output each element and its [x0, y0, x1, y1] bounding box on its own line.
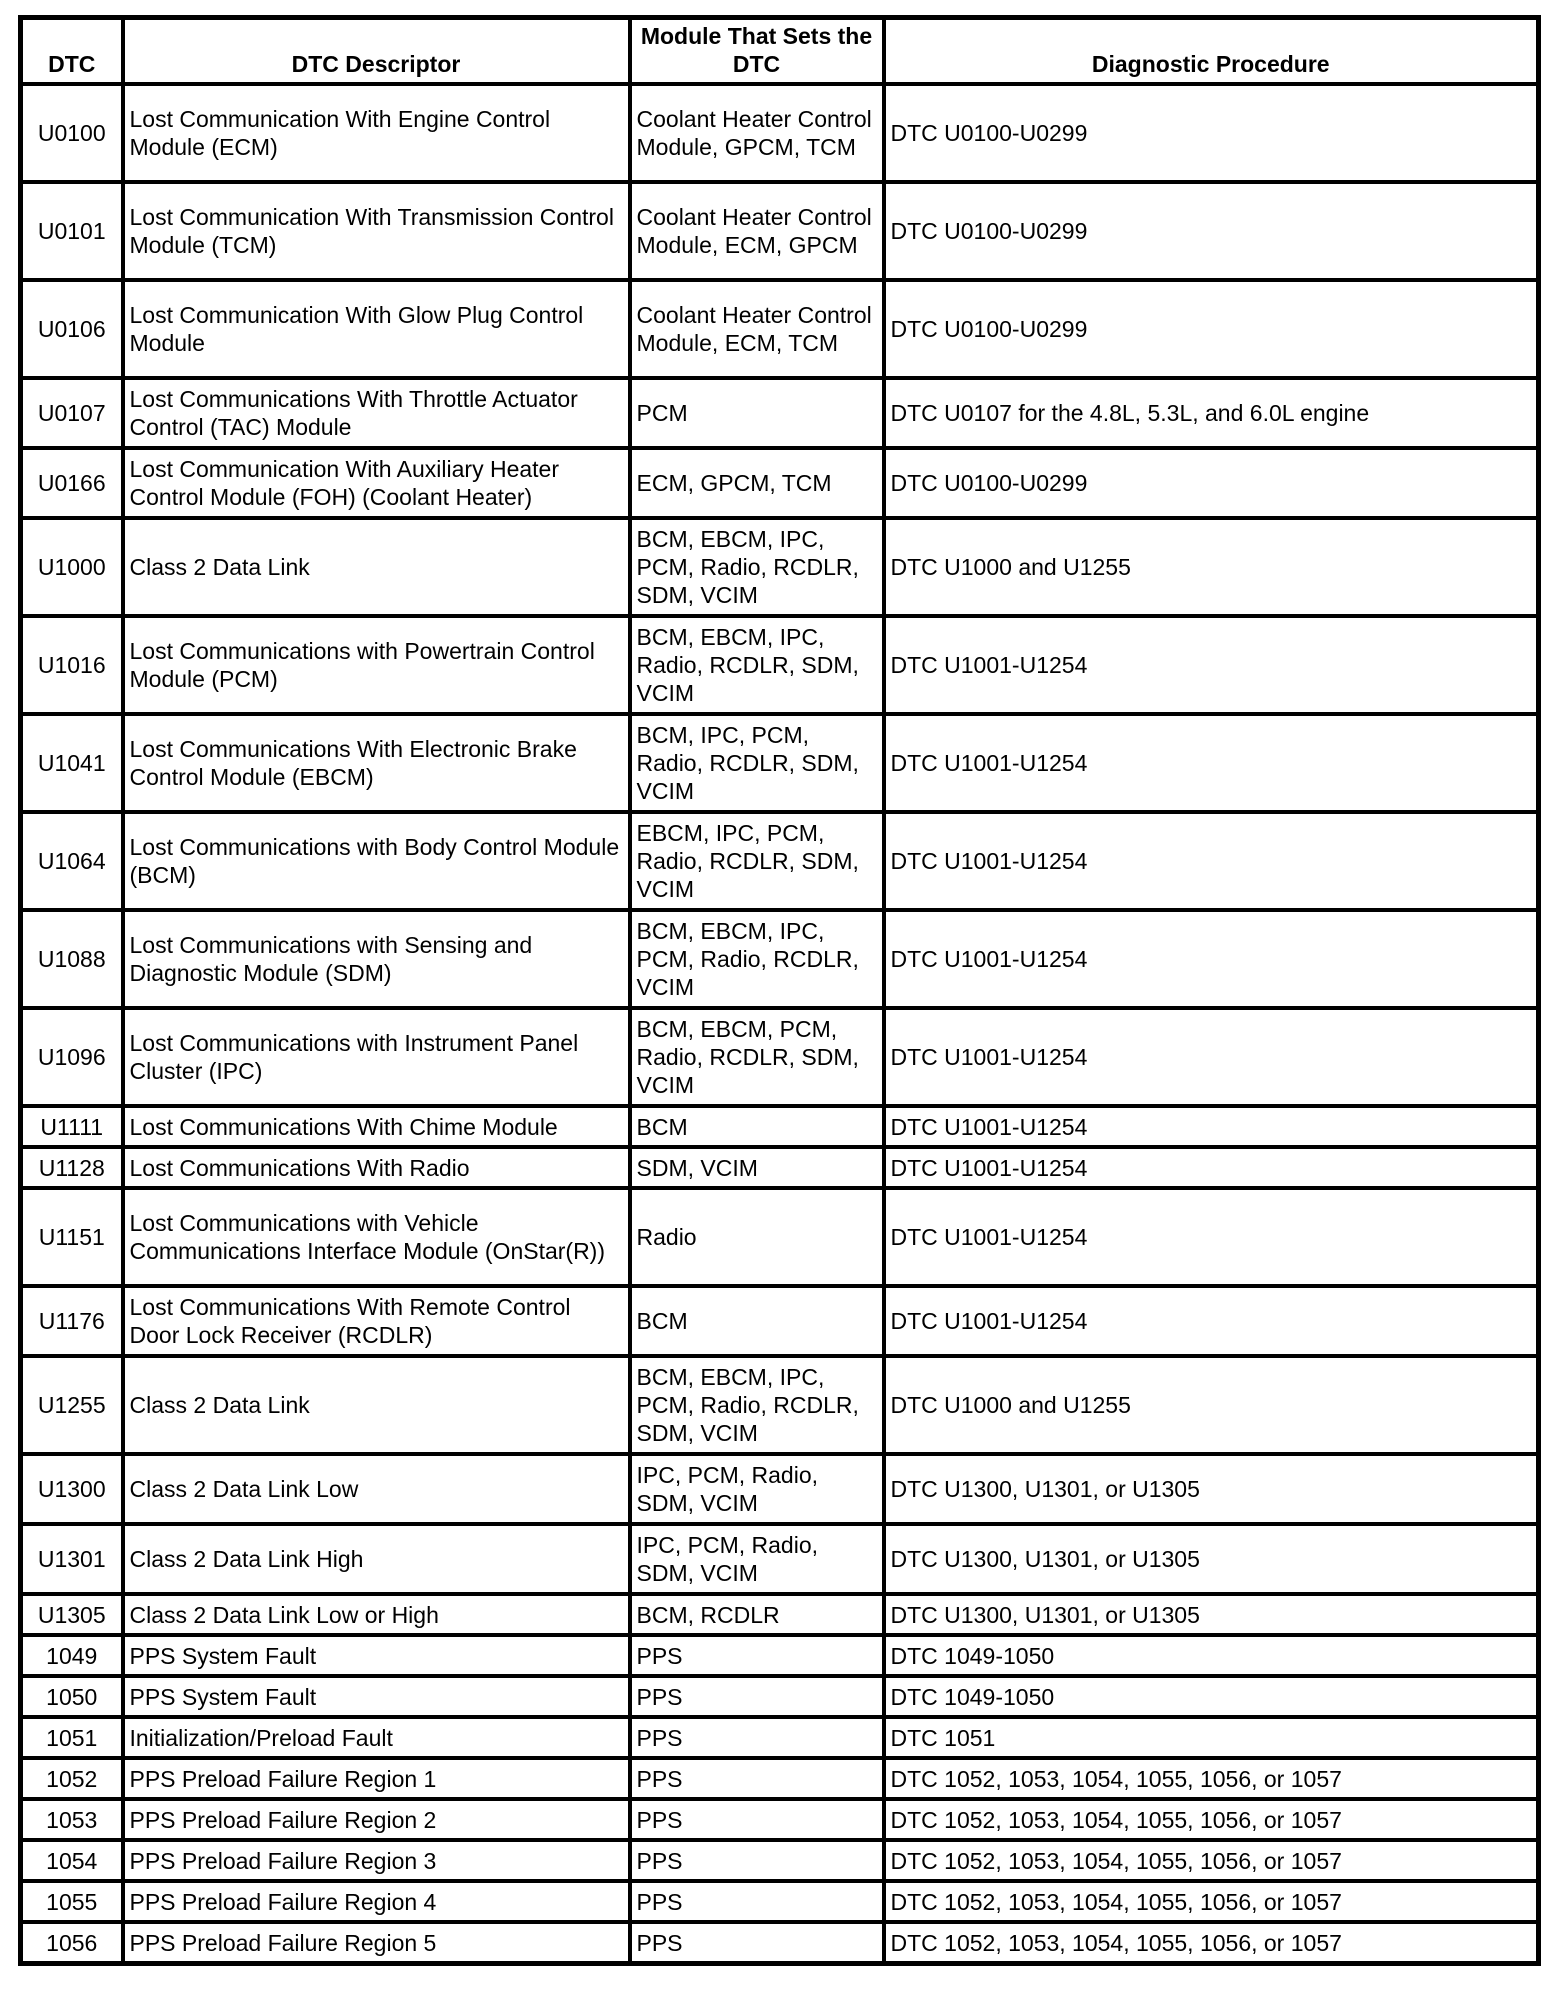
procedure-cell: DTC 1051	[884, 1717, 1539, 1758]
table-row	[21, 1106, 1539, 1147]
dtc-descriptor-cell: Lost Communications with Instrument Panel Cluster (IPC)	[123, 1008, 630, 1106]
table-row	[21, 1758, 1539, 1799]
procedure-cell: DTC U0100-U0299	[884, 448, 1539, 518]
procedure-cell: DTC 1052, 1053, 1054, 1055, 1056, or 1057	[884, 1881, 1539, 1922]
module-cell: PPS	[630, 1717, 884, 1758]
procedure-cell: DTC U1001-U1254	[884, 910, 1539, 1008]
module-cell: BCM, EBCM, IPC, PCM, Radio, RCDLR, SDM, VCIM	[630, 518, 884, 616]
dtc-code-cell: 1049	[21, 1635, 123, 1676]
procedure-cell: DTC U1001-U1254	[884, 616, 1539, 714]
dtc-descriptor-cell: Class 2 Data Link Low or High	[123, 1594, 630, 1635]
table-row	[21, 812, 1539, 910]
dtc-code-cell: U0101	[21, 182, 123, 280]
dtc-descriptor-cell: Lost Communications With Electronic Brake Control Module (EBCM)	[123, 714, 630, 812]
dtc-descriptor-cell: PPS System Fault	[123, 1676, 630, 1717]
table-body	[21, 84, 1539, 1964]
table-row	[21, 1922, 1539, 1964]
dtc-code-cell: U1041	[21, 714, 123, 812]
dtc-code-cell: 1051	[21, 1717, 123, 1758]
table-row	[21, 1454, 1539, 1524]
procedure-cell: DTC 1052, 1053, 1054, 1055, 1056, or 1057	[884, 1758, 1539, 1799]
module-cell: Radio	[630, 1188, 884, 1286]
dtc-descriptor-cell: PPS System Fault	[123, 1635, 630, 1676]
dtc-descriptor-cell: Lost Communications with Body Control Module (BCM)	[123, 812, 630, 910]
header-dtc: DTC	[21, 18, 123, 85]
module-cell: BCM, EBCM, IPC, Radio, RCDLR, SDM, VCIM	[630, 616, 884, 714]
dtc-descriptor-cell: Class 2 Data Link High	[123, 1524, 630, 1594]
dtc-descriptor-cell: Lost Communication With Engine Control Module (ECM)	[123, 84, 630, 182]
dtc-code-cell: U1151	[21, 1188, 123, 1286]
dtc-descriptor-cell: Class 2 Data Link	[123, 518, 630, 616]
dtc-code-cell: 1052	[21, 1758, 123, 1799]
module-cell: PPS	[630, 1881, 884, 1922]
dtc-code-cell: U1301	[21, 1524, 123, 1594]
module-cell: PPS	[630, 1799, 884, 1840]
module-cell: BCM, EBCM, PCM, Radio, RCDLR, SDM, VCIM	[630, 1008, 884, 1106]
table-row	[21, 714, 1539, 812]
module-cell: Coolant Heater Control Module, GPCM, TCM	[630, 84, 884, 182]
dtc-table	[18, 15, 1541, 1966]
dtc-code-cell: 1056	[21, 1922, 123, 1964]
header-module: Module That Sets the DTC	[630, 18, 884, 85]
dtc-code-cell: U1064	[21, 812, 123, 910]
table-row	[21, 1188, 1539, 1286]
table-row	[21, 1676, 1539, 1717]
procedure-cell: DTC U1300, U1301, or U1305	[884, 1594, 1539, 1635]
module-cell: BCM	[630, 1286, 884, 1356]
procedure-cell: DTC U0100-U0299	[884, 280, 1539, 378]
procedure-cell: DTC U0100-U0299	[884, 182, 1539, 280]
table-row	[21, 378, 1539, 448]
module-cell: ECM, GPCM, TCM	[630, 448, 884, 518]
module-cell: BCM	[630, 1106, 884, 1147]
procedure-cell: DTC U0100-U0299	[884, 84, 1539, 182]
table-row	[21, 1635, 1539, 1676]
dtc-code-cell: 1054	[21, 1840, 123, 1881]
module-cell: BCM, EBCM, IPC, PCM, Radio, RCDLR, SDM, VCIM	[630, 1356, 884, 1454]
procedure-cell: DTC U1001-U1254	[884, 1147, 1539, 1188]
table-row	[21, 1147, 1539, 1188]
header-row	[21, 18, 1539, 85]
table-row	[21, 1286, 1539, 1356]
dtc-code-cell: U1016	[21, 616, 123, 714]
table-row	[21, 1524, 1539, 1594]
dtc-code-cell: 1050	[21, 1676, 123, 1717]
table-row	[21, 448, 1539, 518]
table-row	[21, 1799, 1539, 1840]
table-row	[21, 1594, 1539, 1635]
table-row	[21, 1840, 1539, 1881]
module-cell: EBCM, IPC, PCM, Radio, RCDLR, SDM, VCIM	[630, 812, 884, 910]
header-descriptor: DTC Descriptor	[123, 18, 630, 85]
dtc-descriptor-cell: Lost Communications with Sensing and Diagnostic Module (SDM)	[123, 910, 630, 1008]
procedure-cell: DTC 1052, 1053, 1054, 1055, 1056, or 1057	[884, 1840, 1539, 1881]
dtc-descriptor-cell: Class 2 Data Link	[123, 1356, 630, 1454]
dtc-descriptor-cell: PPS Preload Failure Region 3	[123, 1840, 630, 1881]
procedure-cell: DTC U1001-U1254	[884, 1286, 1539, 1356]
dtc-code-cell: U1128	[21, 1147, 123, 1188]
dtc-code-cell: U1088	[21, 910, 123, 1008]
dtc-descriptor-cell: Lost Communication With Auxiliary Heater Control Module (FOH) (Coolant Heater)	[123, 448, 630, 518]
procedure-cell: DTC 1052, 1053, 1054, 1055, 1056, or 1057	[884, 1922, 1539, 1964]
dtc-code-cell: 1055	[21, 1881, 123, 1922]
dtc-descriptor-cell: Lost Communication With Glow Plug Control Module	[123, 280, 630, 378]
procedure-cell: DTC U0107 for the 4.8L, 5.3L, and 6.0L engine	[884, 378, 1539, 448]
dtc-descriptor-cell: PPS Preload Failure Region 5	[123, 1922, 630, 1964]
dtc-code-cell: U1300	[21, 1454, 123, 1524]
procedure-cell: DTC U1001-U1254	[884, 1008, 1539, 1106]
procedure-cell: DTC U1300, U1301, or U1305	[884, 1524, 1539, 1594]
dtc-descriptor-cell: Lost Communications with Vehicle Communications Interface Module (OnStar(R))	[123, 1188, 630, 1286]
dtc-descriptor-cell: Lost Communications With Chime Module	[123, 1106, 630, 1147]
dtc-descriptor-cell: PPS Preload Failure Region 4	[123, 1881, 630, 1922]
dtc-code-cell: U1111	[21, 1106, 123, 1147]
procedure-cell: DTC U1001-U1254	[884, 812, 1539, 910]
dtc-descriptor-cell: Lost Communications With Remote Control Door Lock Receiver (RCDLR)	[123, 1286, 630, 1356]
procedure-cell: DTC U1001-U1254	[884, 714, 1539, 812]
module-cell: PPS	[630, 1676, 884, 1717]
module-cell: PCM	[630, 378, 884, 448]
module-cell: PPS	[630, 1758, 884, 1799]
dtc-code-cell: U1096	[21, 1008, 123, 1106]
module-cell: PPS	[630, 1840, 884, 1881]
table-row	[21, 1881, 1539, 1922]
dtc-descriptor-cell: PPS Preload Failure Region 2	[123, 1799, 630, 1840]
table-row	[21, 84, 1539, 182]
table-row	[21, 1356, 1539, 1454]
dtc-code-cell: U1255	[21, 1356, 123, 1454]
dtc-code-cell: U0107	[21, 378, 123, 448]
procedure-cell: DTC 1052, 1053, 1054, 1055, 1056, or 1057	[884, 1799, 1539, 1840]
dtc-descriptor-cell: Class 2 Data Link Low	[123, 1454, 630, 1524]
table-row	[21, 1008, 1539, 1106]
dtc-code-cell: U0100	[21, 84, 123, 182]
procedure-cell: DTC U1001-U1254	[884, 1106, 1539, 1147]
procedure-cell: DTC U1000 and U1255	[884, 518, 1539, 616]
dtc-descriptor-cell: PPS Preload Failure Region 1	[123, 1758, 630, 1799]
dtc-code-cell: U1305	[21, 1594, 123, 1635]
module-cell: BCM, IPC, PCM, Radio, RCDLR, SDM, VCIM	[630, 714, 884, 812]
procedure-cell: DTC U1300, U1301, or U1305	[884, 1454, 1539, 1524]
table-row	[21, 182, 1539, 280]
dtc-code-cell: U0106	[21, 280, 123, 378]
module-cell: Coolant Heater Control Module, ECM, GPCM	[630, 182, 884, 280]
dtc-code-cell: U1176	[21, 1286, 123, 1356]
procedure-cell: DTC U1000 and U1255	[884, 1356, 1539, 1454]
table-row	[21, 518, 1539, 616]
dtc-descriptor-cell: Lost Communications with Powertrain Control Module (PCM)	[123, 616, 630, 714]
table-row	[21, 910, 1539, 1008]
dtc-code-cell: 1053	[21, 1799, 123, 1840]
module-cell: BCM, EBCM, IPC, PCM, Radio, RCDLR, VCIM	[630, 910, 884, 1008]
dtc-descriptor-cell: Lost Communications With Throttle Actuator Control (TAC) Module	[123, 378, 630, 448]
dtc-descriptor-cell: Lost Communications With Radio	[123, 1147, 630, 1188]
dtc-descriptor-cell: Lost Communication With Transmission Control Module (TCM)	[123, 182, 630, 280]
module-cell: PPS	[630, 1922, 884, 1964]
header-procedure: Diagnostic Procedure	[884, 18, 1539, 85]
table-row	[21, 1717, 1539, 1758]
module-cell: PPS	[630, 1635, 884, 1676]
module-cell: BCM, RCDLR	[630, 1594, 884, 1635]
module-cell: SDM, VCIM	[630, 1147, 884, 1188]
procedure-cell: DTC U1001-U1254	[884, 1188, 1539, 1286]
table-row	[21, 280, 1539, 378]
module-cell: IPC, PCM, Radio, SDM, VCIM	[630, 1454, 884, 1524]
procedure-cell: DTC 1049-1050	[884, 1676, 1539, 1717]
dtc-descriptor-cell: Initialization/Preload Fault	[123, 1717, 630, 1758]
procedure-cell: DTC 1049-1050	[884, 1635, 1539, 1676]
dtc-code-cell: U0166	[21, 448, 123, 518]
table-row	[21, 616, 1539, 714]
module-cell: IPC, PCM, Radio, SDM, VCIM	[630, 1524, 884, 1594]
module-cell: Coolant Heater Control Module, ECM, TCM	[630, 280, 884, 378]
dtc-code-cell: U1000	[21, 518, 123, 616]
